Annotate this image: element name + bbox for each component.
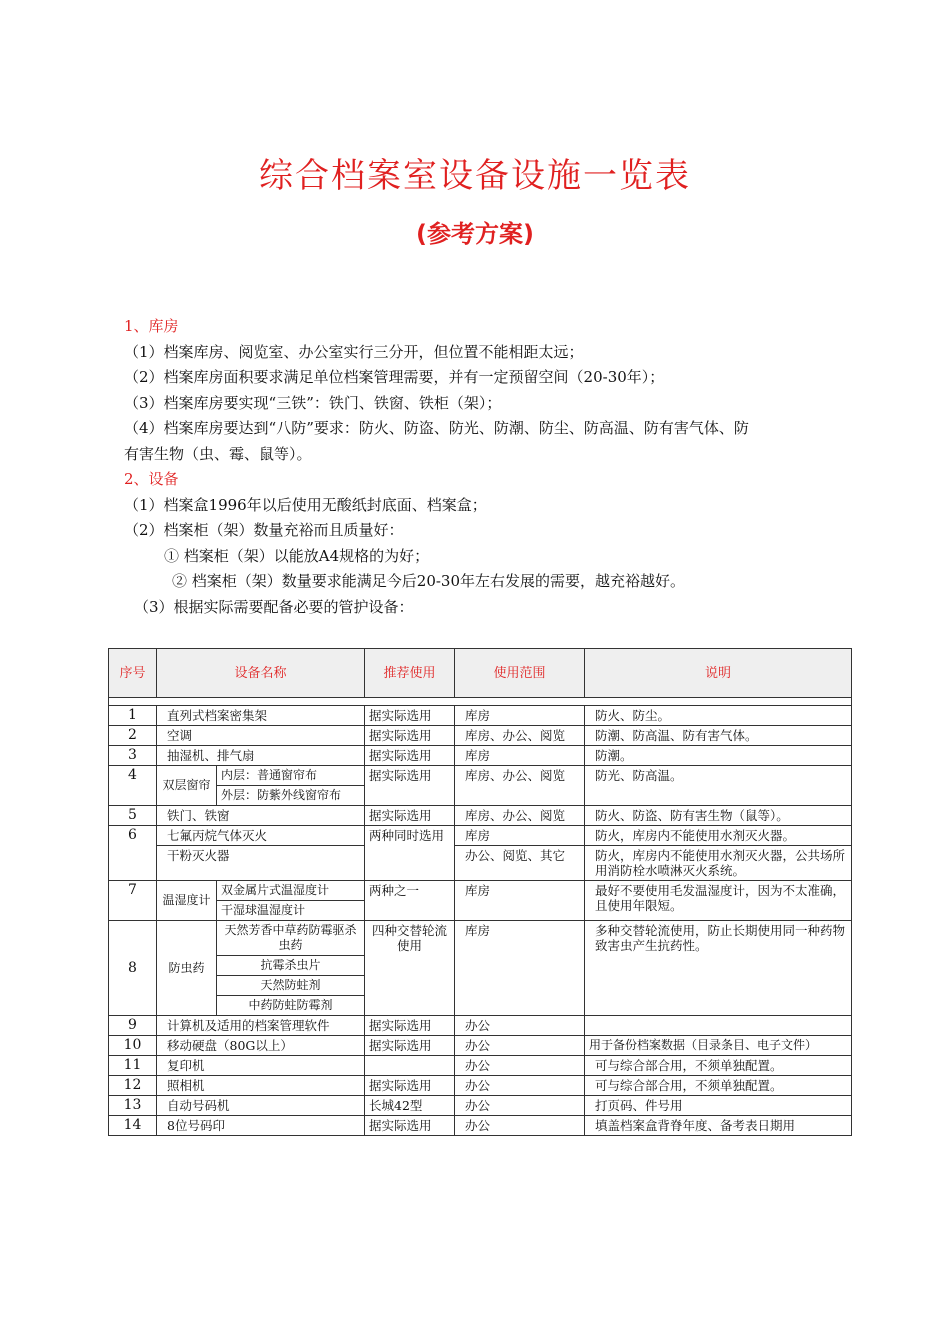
header-name: 设备名称 (157, 649, 365, 698)
row-scope: 办公 (455, 1056, 585, 1076)
table-row (109, 1096, 852, 1116)
row-no: 6 (109, 826, 157, 881)
row-no: 1 (109, 706, 157, 726)
header-no: 序号 (109, 649, 157, 698)
row-no: 12 (109, 1076, 157, 1096)
row-group-name: 防虫药 (157, 921, 217, 1016)
row-recommend: 据实际选用 (365, 726, 455, 746)
row-name: 移动硬盘（80G以上） (157, 1036, 365, 1056)
row-recommend (365, 1056, 455, 1076)
table-row (109, 706, 852, 726)
row-scope: 库房、办公、阅览 (455, 806, 585, 826)
row-no: 8 (109, 921, 157, 1016)
row-no: 7 (109, 881, 157, 921)
row-recommend: 据实际选用 (365, 1076, 455, 1096)
document-subtitle: (参考方案) (416, 220, 534, 248)
equipment-sub-2: ② 档案柜（架）数量要求能满足今后20-30年左右发展的需要，越充裕越好。 (172, 572, 686, 590)
row-scope: 办公 (455, 1036, 585, 1056)
table-row (109, 1116, 852, 1136)
row-note: 防潮。 (585, 746, 852, 766)
table-spacer-row (109, 698, 852, 706)
table-row (109, 746, 852, 766)
table-row (109, 1036, 852, 1056)
row-recommend: 据实际选用 (365, 746, 455, 766)
row-sub-name: 干湿球温湿度计 (217, 901, 365, 921)
row-note: 用于备份档案数据（目录条目、电子文件） (585, 1036, 852, 1056)
header-scope: 使用范围 (455, 649, 585, 698)
row-recommend: 四种交替轮流使用 (365, 921, 455, 1016)
table-row (109, 921, 852, 956)
row-scope: 库房、办公、阅览 (455, 766, 585, 806)
storage-line-4: （4）档案库房要达到“八防”要求：防火、防盗、防光、防潮、防尘、防高温、防有害气体、防 (124, 419, 749, 437)
row-note: 防光、防高温。 (585, 766, 852, 806)
row-scope: 办公 (455, 1096, 585, 1116)
row-scope: 办公 (455, 1116, 585, 1136)
row-note: 可与综合部合用，不须单独配置。 (585, 1076, 852, 1096)
row-note: 防潮、防高温、防有害气体。 (585, 726, 852, 746)
row-sub-name: 中药防蛀防霉剂 (217, 996, 365, 1016)
row-note: 可与综合部合用，不须单独配置。 (585, 1056, 852, 1076)
table-row (109, 726, 852, 746)
row-name: 计算机及适用的档案管理软件 (157, 1016, 365, 1036)
row-name: 直列式档案密集架 (157, 706, 365, 726)
storage-line-1: （1）档案库房、阅览室、办公室实行三分开，但位置不能相距太远； (124, 342, 584, 361)
row-sub-name: 外层：防紫外线窗帘布 (217, 786, 365, 806)
row-note: 防火，库房内不能使用水剂灭火器，公共场所用消防栓水喷淋灭火系统。 (585, 846, 852, 881)
storage-line-5: 有害生物（虫、霉、鼠等）。 (124, 444, 312, 463)
row-no: 5 (109, 806, 157, 826)
section-storage (124, 314, 854, 620)
row-no: 11 (109, 1056, 157, 1076)
row-scope: 办公、阅览、其它 (455, 846, 585, 881)
row-name: 自动号码机 (157, 1096, 365, 1116)
row-recommend: 长城42型 (365, 1096, 455, 1116)
row-name: 铁门、铁窗 (157, 806, 365, 826)
equipment-sub-1: ① 档案柜（架）以能放A4规格的为好； (164, 546, 430, 565)
row-group-name: 温湿度计 (157, 881, 217, 921)
storage-line-2: （2）档案库房面积要求满足单位档案管理需要，并有一定预留空间（20-30年）； (124, 368, 665, 386)
row-recommend: 据实际选用 (365, 1036, 455, 1056)
row-no: 4 (109, 766, 157, 806)
row-scope: 库房 (455, 826, 585, 846)
row-recommend: 据实际选用 (365, 1016, 455, 1036)
row-name: 8位号码印 (157, 1116, 365, 1136)
row-note: 防火、防尘。 (585, 706, 852, 726)
table-row (109, 881, 852, 901)
row-note: 最好不要使用毛发温湿度计，因为不太准确，且使用年限短。 (585, 881, 852, 921)
row-scope: 库房 (455, 921, 585, 1016)
row-name: 照相机 (157, 1076, 365, 1096)
row-name: 复印机 (157, 1056, 365, 1076)
row-scope: 办公 (455, 1076, 585, 1096)
row-note: 打页码、件号用 (585, 1096, 852, 1116)
table-row (109, 1076, 852, 1096)
row-sub-name: 抗霉杀虫片 (217, 956, 365, 976)
equipment-line-2: （2）档案柜（架）数量充裕而且质量好： (124, 521, 404, 539)
row-recommend: 两种之一 (365, 881, 455, 921)
row-sub-name: 天然芳香中草药防霉驱杀虫药 (217, 921, 365, 956)
table-row (109, 826, 852, 846)
row-sub-name: 双金属片式温湿度计 (217, 881, 365, 901)
table-header-row (109, 649, 852, 698)
row-recommend: 据实际选用 (365, 1116, 455, 1136)
table-row (109, 846, 852, 881)
row-group-name: 双层窗帘 (157, 766, 217, 806)
row-scope: 库房 (455, 746, 585, 766)
row-note (585, 1016, 852, 1036)
row-scope: 库房 (455, 706, 585, 726)
table-row (109, 766, 852, 786)
equipment-table (108, 648, 852, 1136)
row-note: 防火，库房内不能使用水剂灭火器。 (585, 826, 852, 846)
row-name: 七氟丙烷气体灭火 (157, 826, 365, 846)
row-scope: 办公 (455, 1016, 585, 1036)
row-recommend: 两种同时选用 (365, 826, 455, 881)
storage-line-3: （3）档案库房要实现“三铁”：铁门、铁窗、铁柜（架）； (124, 393, 502, 412)
row-scope: 库房、办公、阅览 (455, 726, 585, 746)
section-heading-equipment: 2、设备 (124, 470, 179, 488)
row-name: 干粉灭火器 (157, 846, 365, 881)
row-no: 9 (109, 1016, 157, 1036)
row-recommend: 据实际选用 (365, 766, 455, 806)
equipment-line-1: （1）档案盒1996年以后使用无酸纸封底面、档案盒； (124, 495, 487, 514)
table-row (109, 1016, 852, 1036)
table-row (109, 1056, 852, 1076)
row-recommend: 据实际选用 (365, 706, 455, 726)
row-note: 多种交替轮流使用，防止长期使用同一种药物致害虫产生抗药性。 (585, 921, 852, 1016)
row-name: 空调 (157, 726, 365, 746)
row-no: 13 (109, 1096, 157, 1116)
row-name: 抽湿机、排气扇 (157, 746, 365, 766)
row-no: 14 (109, 1116, 157, 1136)
row-recommend: 据实际选用 (365, 806, 455, 826)
row-sub-name: 天然防蛀剂 (217, 976, 365, 996)
row-scope: 库房 (455, 881, 585, 921)
section-heading-storage: 1、库房 (124, 317, 179, 335)
header-recommend: 推荐使用 (365, 649, 455, 698)
document-title: 综合档案室设备设施一览表 (259, 156, 691, 196)
row-no: 3 (109, 746, 157, 766)
row-note: 防火、防盗、防有害生物（鼠等）。 (585, 806, 852, 826)
table-row (109, 806, 852, 826)
row-no: 10 (109, 1036, 157, 1056)
equipment-line-3: （3）根据实际需要配备必要的管护设备： (134, 597, 414, 616)
header-note: 说明 (585, 649, 852, 698)
row-note: 填盖档案盒背脊年度、备考表日期用 (585, 1116, 852, 1136)
row-no: 2 (109, 726, 157, 746)
row-sub-name: 内层：普通窗帘布 (217, 766, 365, 786)
